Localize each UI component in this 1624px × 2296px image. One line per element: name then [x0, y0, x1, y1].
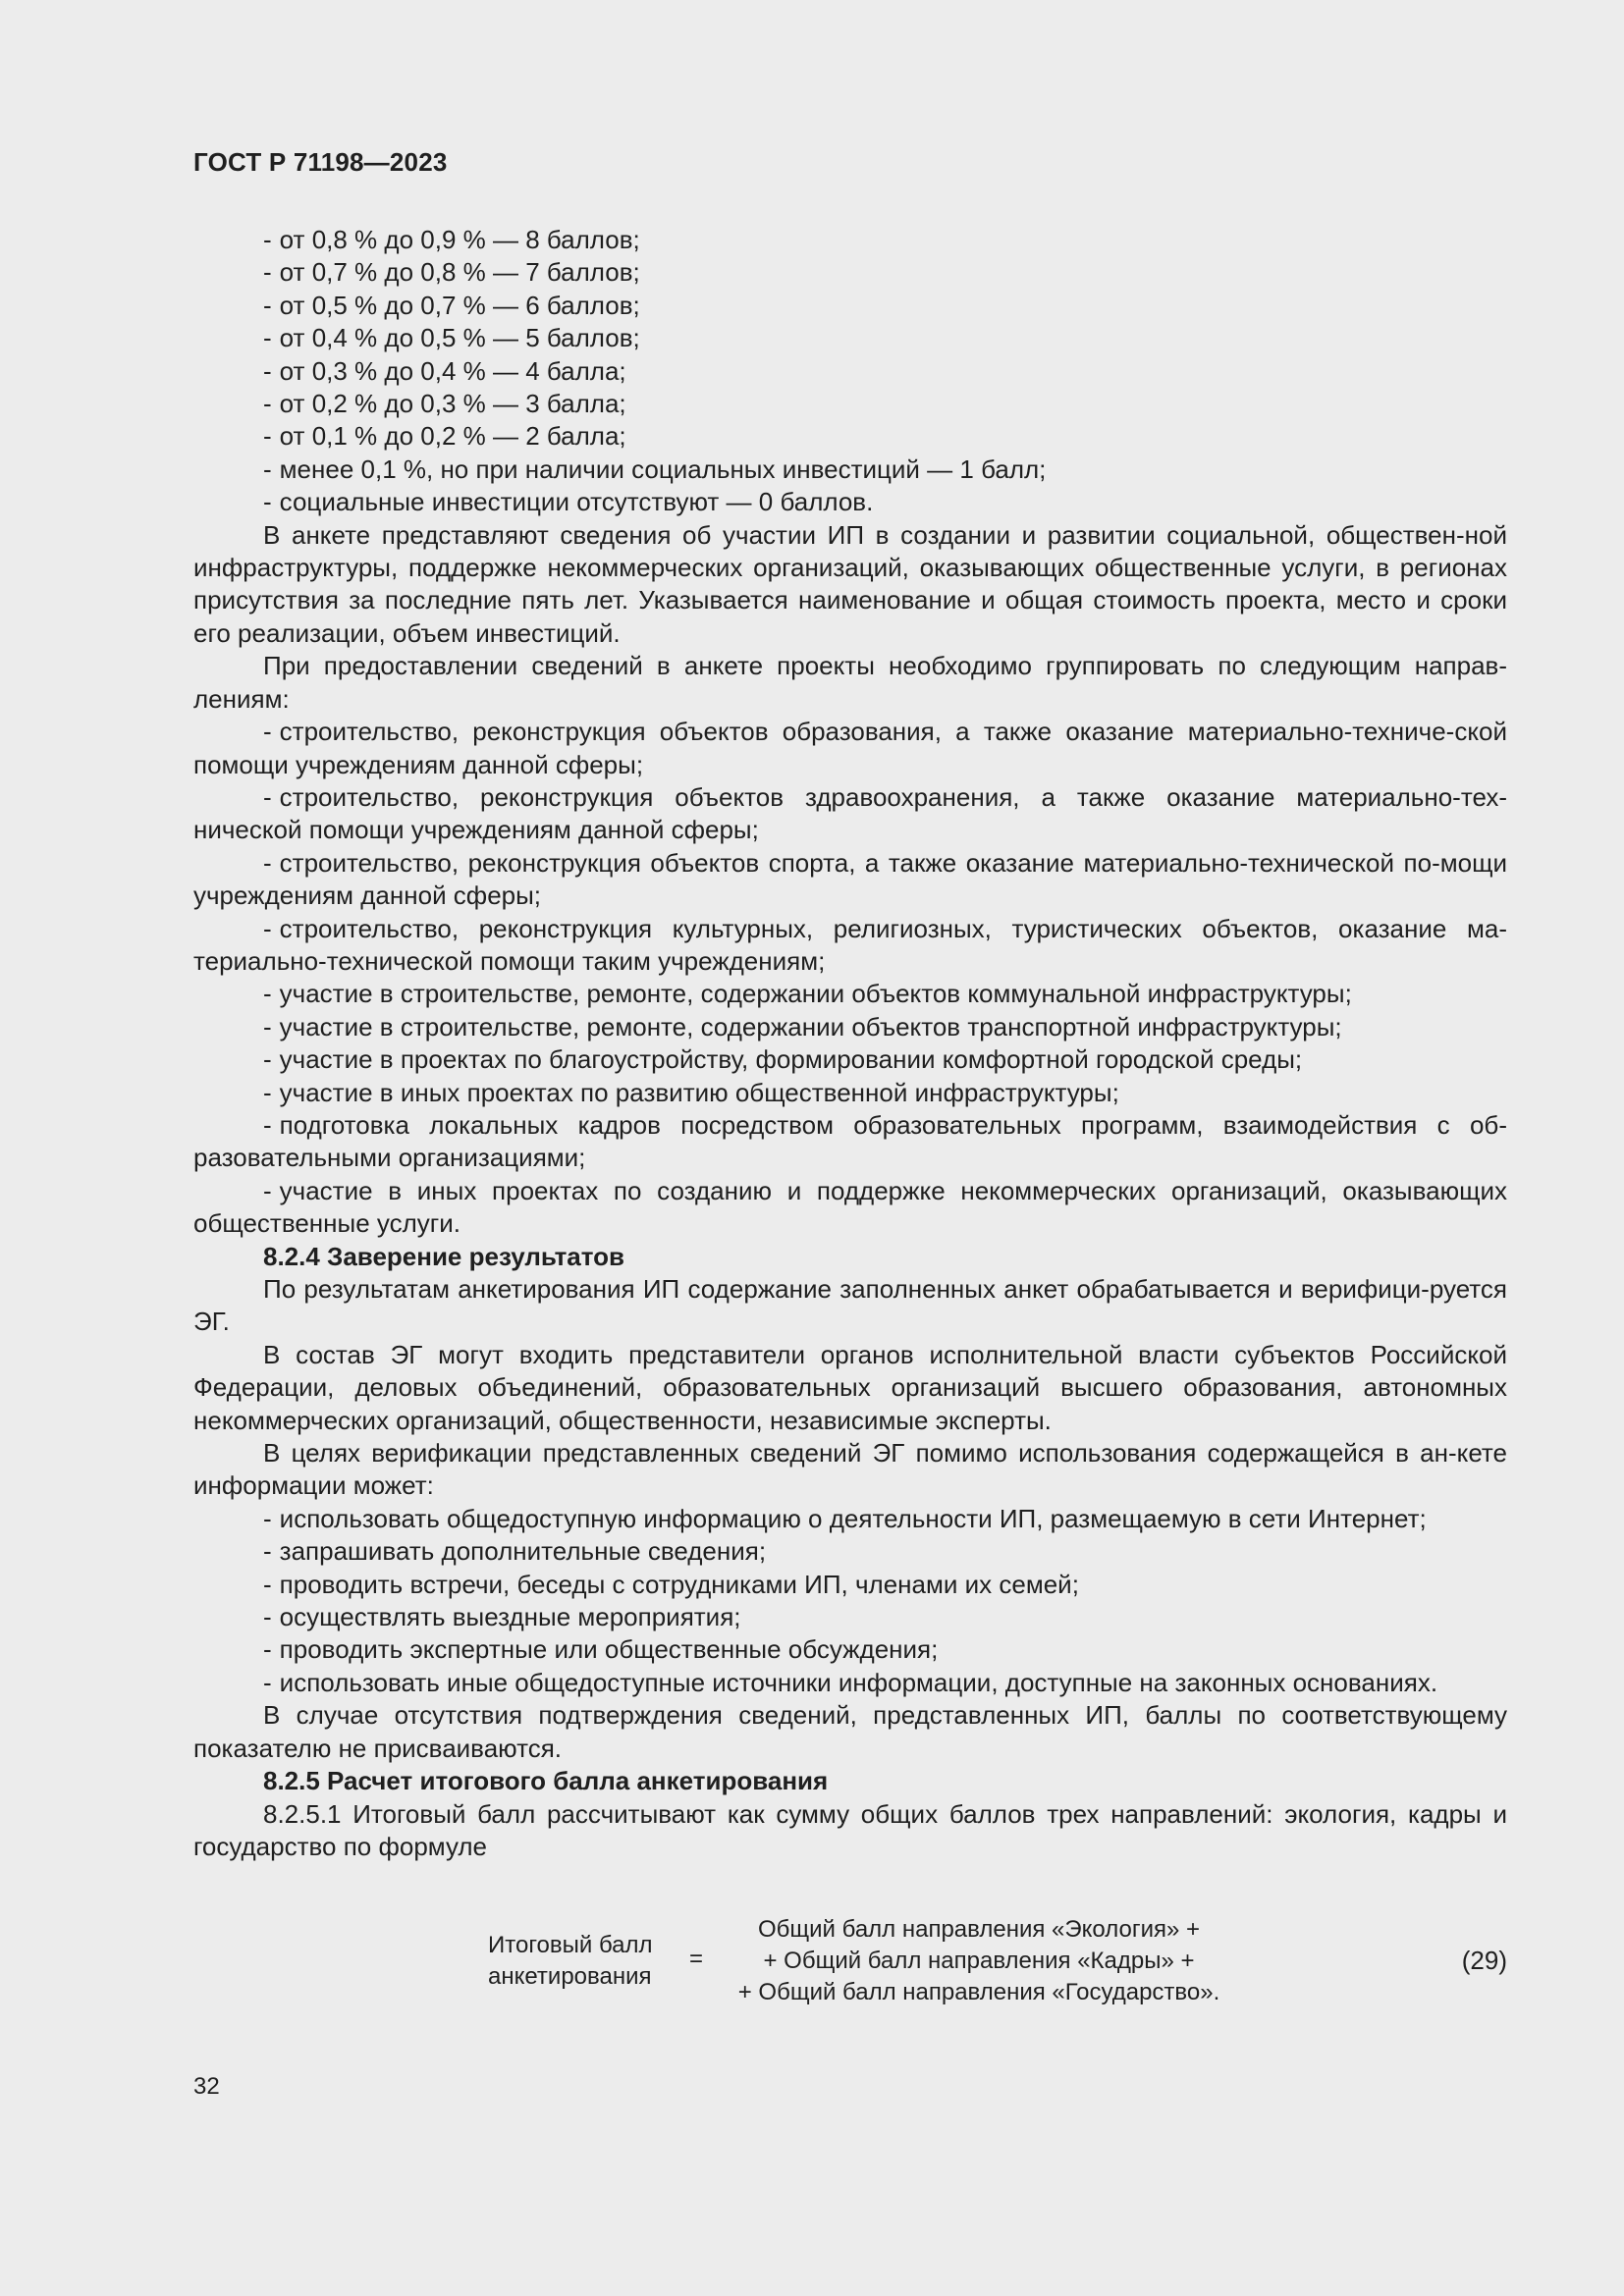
document-body	[193, 224, 1507, 1863]
list-item: - запрашивать дополнительные сведения;	[263, 1536, 767, 1567]
list-item: - социальные инвестиции отсутствуют — 0 баллов.	[263, 487, 874, 517]
formula-29	[193, 1914, 1507, 2032]
list-item: - использовать общедоступную информацию о деятельности ИП, размещаемую в сети Интернет;	[263, 1503, 1427, 1533]
verification-list	[193, 1503, 1507, 1699]
paragraph-verification-goals: В целях верификации представленных сведений ЭГ помимо использования содержащейся в ан-кете информации может:	[193, 1438, 1507, 1501]
paragraph-grouping: При предоставлении сведений в анкете проекты необходимо группировать по следующим направ-лениям:	[193, 651, 1507, 714]
list-item: - участие в строительстве, ремонте, содержании объектов коммунальной инфраструктуры;	[263, 979, 1352, 1009]
formula-number: (29)	[1461, 1946, 1507, 1975]
list-item: - от 0,5 % до 0,7 % — 6 баллов;	[263, 290, 640, 320]
list-item: - от 0,1 % до 0,2 % — 2 балла;	[263, 421, 626, 452]
list-item: - участие в проектах по благоустройству, формировании комфортной городской среды;	[263, 1044, 1303, 1075]
paragraph-expert-group: В состав ЭГ могут входить представители органов исполнительной власти субъектов Российской Федерации, деловых объединений, образовательных организаций высшего образования, автономных некоммерческих организаций, общественности, независимые эксперты.	[193, 1339, 1507, 1435]
list-item: - строительство, реконструкция объектов образования, а также оказание материально-техниче-ской помощи учреждениям данной сферы;	[193, 717, 1507, 779]
list-item: - проводить встречи, беседы с сотрудниками ИП, членами их семей;	[263, 1569, 1079, 1599]
paragraph-verify: По результатам анкетирования ИП содержание заполненных анкет обрабатывается и верифици-руется ЭГ.	[193, 1274, 1507, 1337]
section-heading-8-2-4: 8.2.4 Заверение результатов	[263, 1241, 625, 1271]
list-item: - строительство, реконструкция культурных, религиозных, туристических объектов, оказание ма-териально-технической помощи таким учреждениям;	[193, 913, 1507, 976]
list-item: - от 0,3 % до 0,4 % — 4 балла;	[263, 355, 626, 386]
document-header: ГОСТ Р 71198—2023	[193, 147, 448, 177]
list-item: - от 0,8 % до 0,9 % — 8 баллов;	[263, 225, 640, 254]
section-heading-8-2-5: 8.2.5 Расчет итогового балла анкетирования	[263, 1766, 829, 1796]
list-item: - от 0,2 % до 0,3 % — 3 балла;	[263, 389, 626, 419]
list-item: - участие в строительстве, ремонте, содержании объектов транспортной инфраструктуры;	[263, 1011, 1342, 1041]
paragraph-8-2-5-1: 8.2.5.1 Итоговый балл рассчитывают как сумму общих баллов трех направлений: экология, кадры и государство по формуле	[193, 1798, 1507, 1861]
list-item: - от 0,4 % до 0,5 % — 5 баллов;	[263, 323, 640, 353]
list-item: - от 0,7 % до 0,8 % — 7 баллов;	[263, 257, 640, 288]
page-number: 32	[193, 2073, 220, 2100]
formula-equals: =	[689, 1946, 704, 1972]
list-item: - подготовка локальных кадров посредством образовательных программ, взаимодействия с об-разовательными организациями;	[193, 1109, 1507, 1173]
list-item: - участие в иных проектах по созданию и поддержке некоммерческих организаций, оказывающих общественные услуги.	[193, 1175, 1507, 1239]
list-item: - строительство, реконструкция объектов здравоохранения, а также оказание материально-тех-нической помощи учреждениям данной сферы;	[193, 781, 1507, 845]
paragraph-absent-confirmation: В случае отсутствия подтверждения сведений, представленных ИП, баллы по соответствующему показателю не присваиваются.	[193, 1700, 1507, 1763]
list-item: - проводить экспертные или общественные обсуждения;	[263, 1634, 939, 1665]
directions-list	[193, 716, 1507, 1241]
list-item: - использовать иные общедоступные источники информации, доступные на законных основаниях.	[263, 1667, 1438, 1697]
list-item: - строительство, реконструкция объектов спорта, а также оказание материально-технической по-мощи учреждениям данной сферы;	[193, 847, 1507, 911]
list-item: - осуществлять выездные мероприятия;	[263, 1602, 741, 1632]
list-item: - менее 0,1 %, но при наличии социальных инвестиций — 1 балл;	[263, 454, 1047, 484]
paragraph-survey: В анкете представляют сведения об участии ИП в создании и развитии социальной, обществен-ной инфраструктуры, поддержке некоммерческих организаций, оказывающих общественные услуги, в регионах присутствия за последние пять лет. Указывается наименование и общая стоимость проекта, место и сроки его реализации, объем инвестиций.	[193, 519, 1507, 648]
formula-rhs: Общий балл направления «Экология» + + Общий балл направления «Кадры» + + Общий балл направления «Государство».	[737, 1916, 1220, 2005]
list-item: - участие в иных проектах по развитию общественной инфраструктуры;	[263, 1077, 1119, 1107]
formula-lhs: Итоговый балл анкетирования	[488, 1932, 653, 1990]
score-list	[193, 224, 1507, 519]
